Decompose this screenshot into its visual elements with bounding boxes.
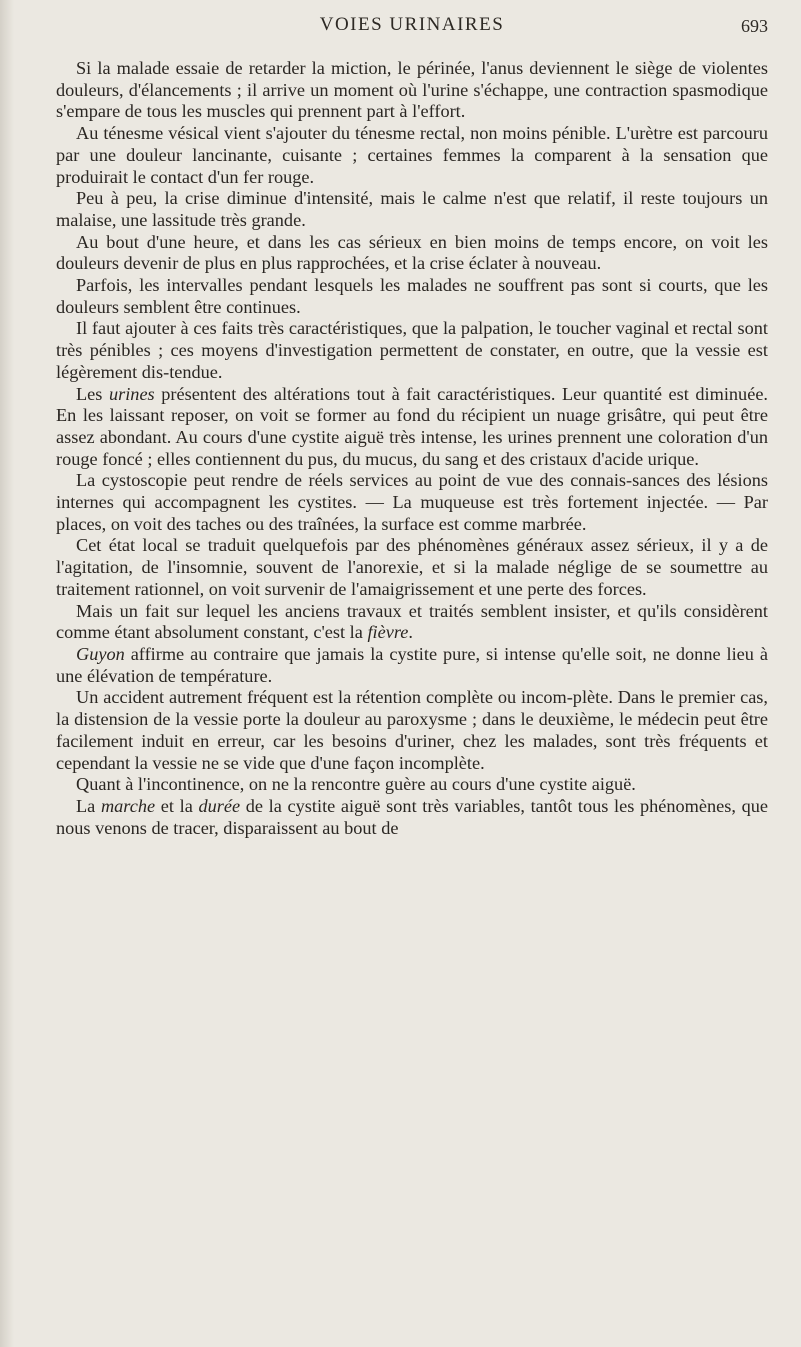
paragraph: Quant à l'incontinence, on ne la rencontre guère au cours d'une cystite aiguë. xyxy=(76,774,636,795)
paragraph: Cet état local se traduit quelquefois par des phénomènes généraux assez sérieux, il y a de l'agitation, de l'insomnie, souvent de l'anorexie, et si la malade néglige de se soumettre au traitement rationnel, on voit survenir de l'amaigrissement et une perte des forces. xyxy=(56,535,768,599)
italic-term: durée xyxy=(198,795,241,816)
text-run: de la cystite aiguë sont très variables, tantôt tous les phénomènes, que nous venons de tracer, disparaissent au bout de xyxy=(56,795,768,838)
paragraph-urines xyxy=(56,384,768,471)
text-run: Mais un fait sur lequel les anciens travaux et traités semblent insister, et qu'ils considèrent comme étant absolument constant, c'est la xyxy=(56,600,768,643)
paragraph-guyon xyxy=(56,644,768,687)
text-run: . xyxy=(408,622,413,643)
paragraph: Un accident autrement fréquent est la rétention complète ou incom-plète. Dans le premier cas, la distension de la vessie porte la douleur au paroxysme ; dans le deuxième, le médecin peut être facilement induit en erreur, car les besoins d'uriner, chez les malades, sont très fréquents et cependant la vessie ne se vide que d'une façon incomplète. xyxy=(56,687,768,773)
paragraph: Il faut ajouter à ces faits très caractéristiques, que la palpation, le toucher vaginal et rectal sont très pénibles ; ces moyens d'investigation permettent de constater, en outre, que la vessie est légèrement dis-tendue. xyxy=(56,318,768,382)
text-run: présentent des altérations tout à fait caractéristiques. Leur quantité est diminuée. En les laissant reposer, on voit se former au fond du récipient un nuage grisâtre, qui peut être assez abondant. Au cours d'une cystite aiguë très intense, les urines prennent une coloration d'un rouge foncé ; elles contiennent du pus, du mucus, du sang et des cristaux d'acide urique. xyxy=(56,383,768,469)
running-head: VOIES URINAIRES xyxy=(319,14,505,35)
body-text xyxy=(56,58,768,839)
italic-term: fièvre xyxy=(367,622,409,643)
text-run: La xyxy=(76,795,101,816)
paragraph: Si la malade essaie de retarder la miction, le périnée, l'anus deviennent le siège de violentes douleurs, d'élancements ; il arrive un moment où l'urine s'échappe, une contraction spasmodique s'empare de tous les muscles qui prennent part à l'effort. xyxy=(56,58,768,122)
paragraph-last xyxy=(56,796,768,839)
paragraph: La cystoscopie peut rendre de réels services au point de vue des connais-sances des lésions internes qui accompagnent les cystites. — La muqueuse est très fortement injectée. — Par places, on voit des taches ou des traînées, la surface est comme marbrée. xyxy=(56,470,768,534)
paragraph: Au bout d'une heure, et dans les cas sérieux en bien moins de temps encore, on voit les douleurs devenir de plus en plus rapprochées, et la crise éclater à nouveau. xyxy=(56,231,768,274)
paragraph: Parfois, les intervalles pendant lesquels les malades ne souffrent pas sont si courts, que les douleurs semblent être continues. xyxy=(56,275,768,317)
text-run: Les xyxy=(76,383,109,404)
paragraph-fever xyxy=(56,601,768,644)
paragraph: Peu à peu, la crise diminue d'intensité, mais le calme n'est que relatif, il reste toujours un malaise, une lassitude très grande. xyxy=(56,188,768,230)
page-header xyxy=(56,14,768,42)
text-run: et la xyxy=(155,795,199,816)
spine-shadow xyxy=(0,0,14,1347)
paragraph: Au ténesme vésical vient s'ajouter du ténesme rectal, non moins pénible. L'urètre est parcouru par une douleur lancinante, cuisante ; certaines femmes la comparent à la sensation que produirait le contact d'un fer rouge. xyxy=(56,123,768,187)
text-run: affirme au contraire que jamais la cystite pure, si intense qu'elle soit, ne donne lieu à une élévation de température. xyxy=(56,643,768,686)
author-name: Guyon xyxy=(76,643,125,664)
italic-term: urines xyxy=(108,383,155,404)
page-number: 693 xyxy=(741,16,768,36)
italic-term: marche xyxy=(100,795,156,816)
